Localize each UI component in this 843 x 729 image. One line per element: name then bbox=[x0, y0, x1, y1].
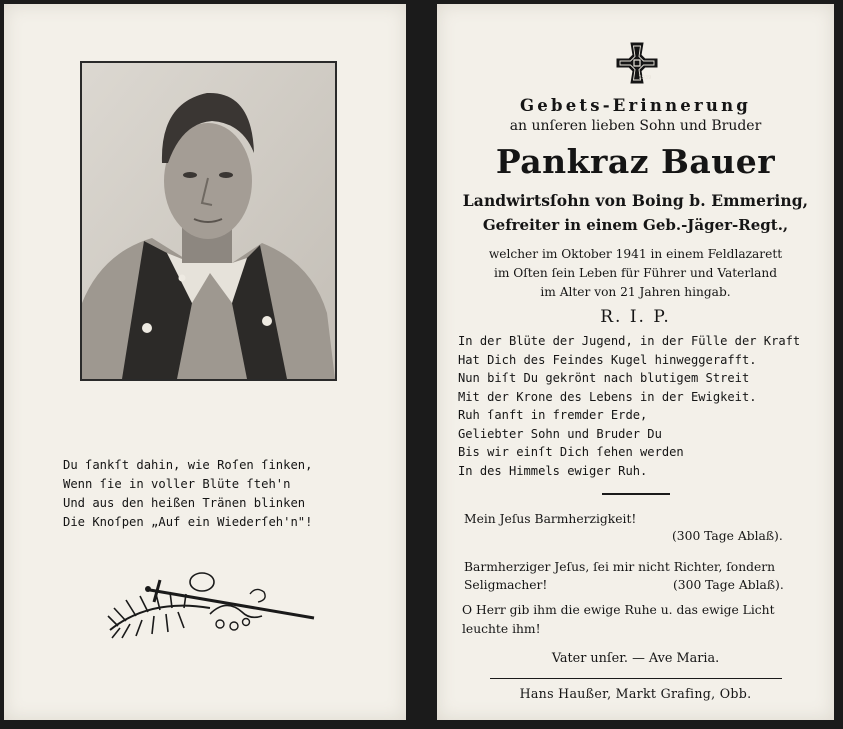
poem-line: Hat Dich des Feindes Kugel hinweggerafft. bbox=[458, 352, 757, 367]
bio-line: welcher im Oktober 1941 in einem Feldlazarett bbox=[488, 247, 783, 261]
sword-laurel-emblem bbox=[100, 568, 316, 644]
poem-line: Du ſankſt dahin, wie Roſen ſinken, bbox=[63, 458, 313, 472]
indulgence-1: (300 Tage Ablaß). bbox=[672, 529, 783, 543]
prayer-1: Mein Jeſus Barmherzigkeit! bbox=[464, 512, 637, 526]
poem-line: Und aus den heißen Tränen blinken bbox=[63, 496, 306, 510]
poem-line: Mit der Krone des Lebens in der Ewigkeit. bbox=[458, 389, 757, 404]
divider bbox=[602, 493, 670, 495]
printer-credit: Hans Haußer, Markt Grafing, Obb. bbox=[519, 686, 752, 701]
bio-line: im Alter von 21 Jahren hingab. bbox=[540, 285, 731, 299]
poem-line: In des Himmels ewiger Ruh. bbox=[458, 463, 648, 478]
prayer-2-line-1: Barmherziger Jeſus, ſei mir nicht Richter, ſondern bbox=[464, 560, 776, 574]
rip-text: R. I. P. bbox=[600, 307, 671, 327]
left-card bbox=[4, 4, 406, 720]
closing-prayer: Vater unſer. — Ave Maria. bbox=[551, 651, 720, 666]
card-subheading: an unſeren lieben Sohn und Bruder bbox=[509, 118, 762, 134]
prayer-2-line-2: Seligmacher! bbox=[464, 578, 548, 592]
card-heading: Gebets-Erinnerung bbox=[519, 96, 752, 115]
iron-cross-icon bbox=[615, 41, 659, 85]
prayer-3-line-1: O Herr gib ihm die ewige Ruhe u. das ewige Licht bbox=[462, 603, 775, 617]
poem-line: Die Knoſpen „Auf ein Wiederſeh'n"! bbox=[63, 515, 313, 529]
right-card bbox=[437, 4, 834, 720]
origin-line: Landwirtsſohn von Boing b. Emmering, bbox=[462, 191, 809, 210]
portrait-illustration bbox=[82, 63, 335, 379]
memorial-poem-left bbox=[63, 456, 363, 532]
indulgence-2: (300 Tage Ablaß). bbox=[673, 578, 784, 592]
bio-line: im Oſten ſein Leben für Führer und Vaterland bbox=[493, 266, 778, 280]
rank-line: Gefreiter in einem Geb.-Jäger-Regt., bbox=[482, 216, 789, 234]
poem-line: Bis wir einſt Dich ſehen werden bbox=[458, 445, 684, 459]
poem-line: Wenn ſie in voller Blüte ſteh'n bbox=[63, 477, 291, 491]
cross-year: 1939 bbox=[638, 75, 652, 81]
portrait-photo bbox=[80, 61, 337, 381]
poem-line: Ruh ſanft in fremder Erde, bbox=[458, 408, 648, 422]
poem-line: In der Blüte der Jugend, in der Fülle der Kraft bbox=[458, 334, 801, 348]
memorial-poem-right bbox=[458, 332, 828, 480]
divider bbox=[490, 678, 782, 679]
prayer-3-line-2: leuchte ihm! bbox=[462, 622, 541, 636]
deceased-name: Pankraz Bauer bbox=[495, 142, 776, 181]
poem-line: Geliebter Sohn und Bruder Du bbox=[458, 426, 662, 441]
poem-line: Nun biſt Du gekrönt nach blutigem Streit bbox=[458, 371, 750, 385]
